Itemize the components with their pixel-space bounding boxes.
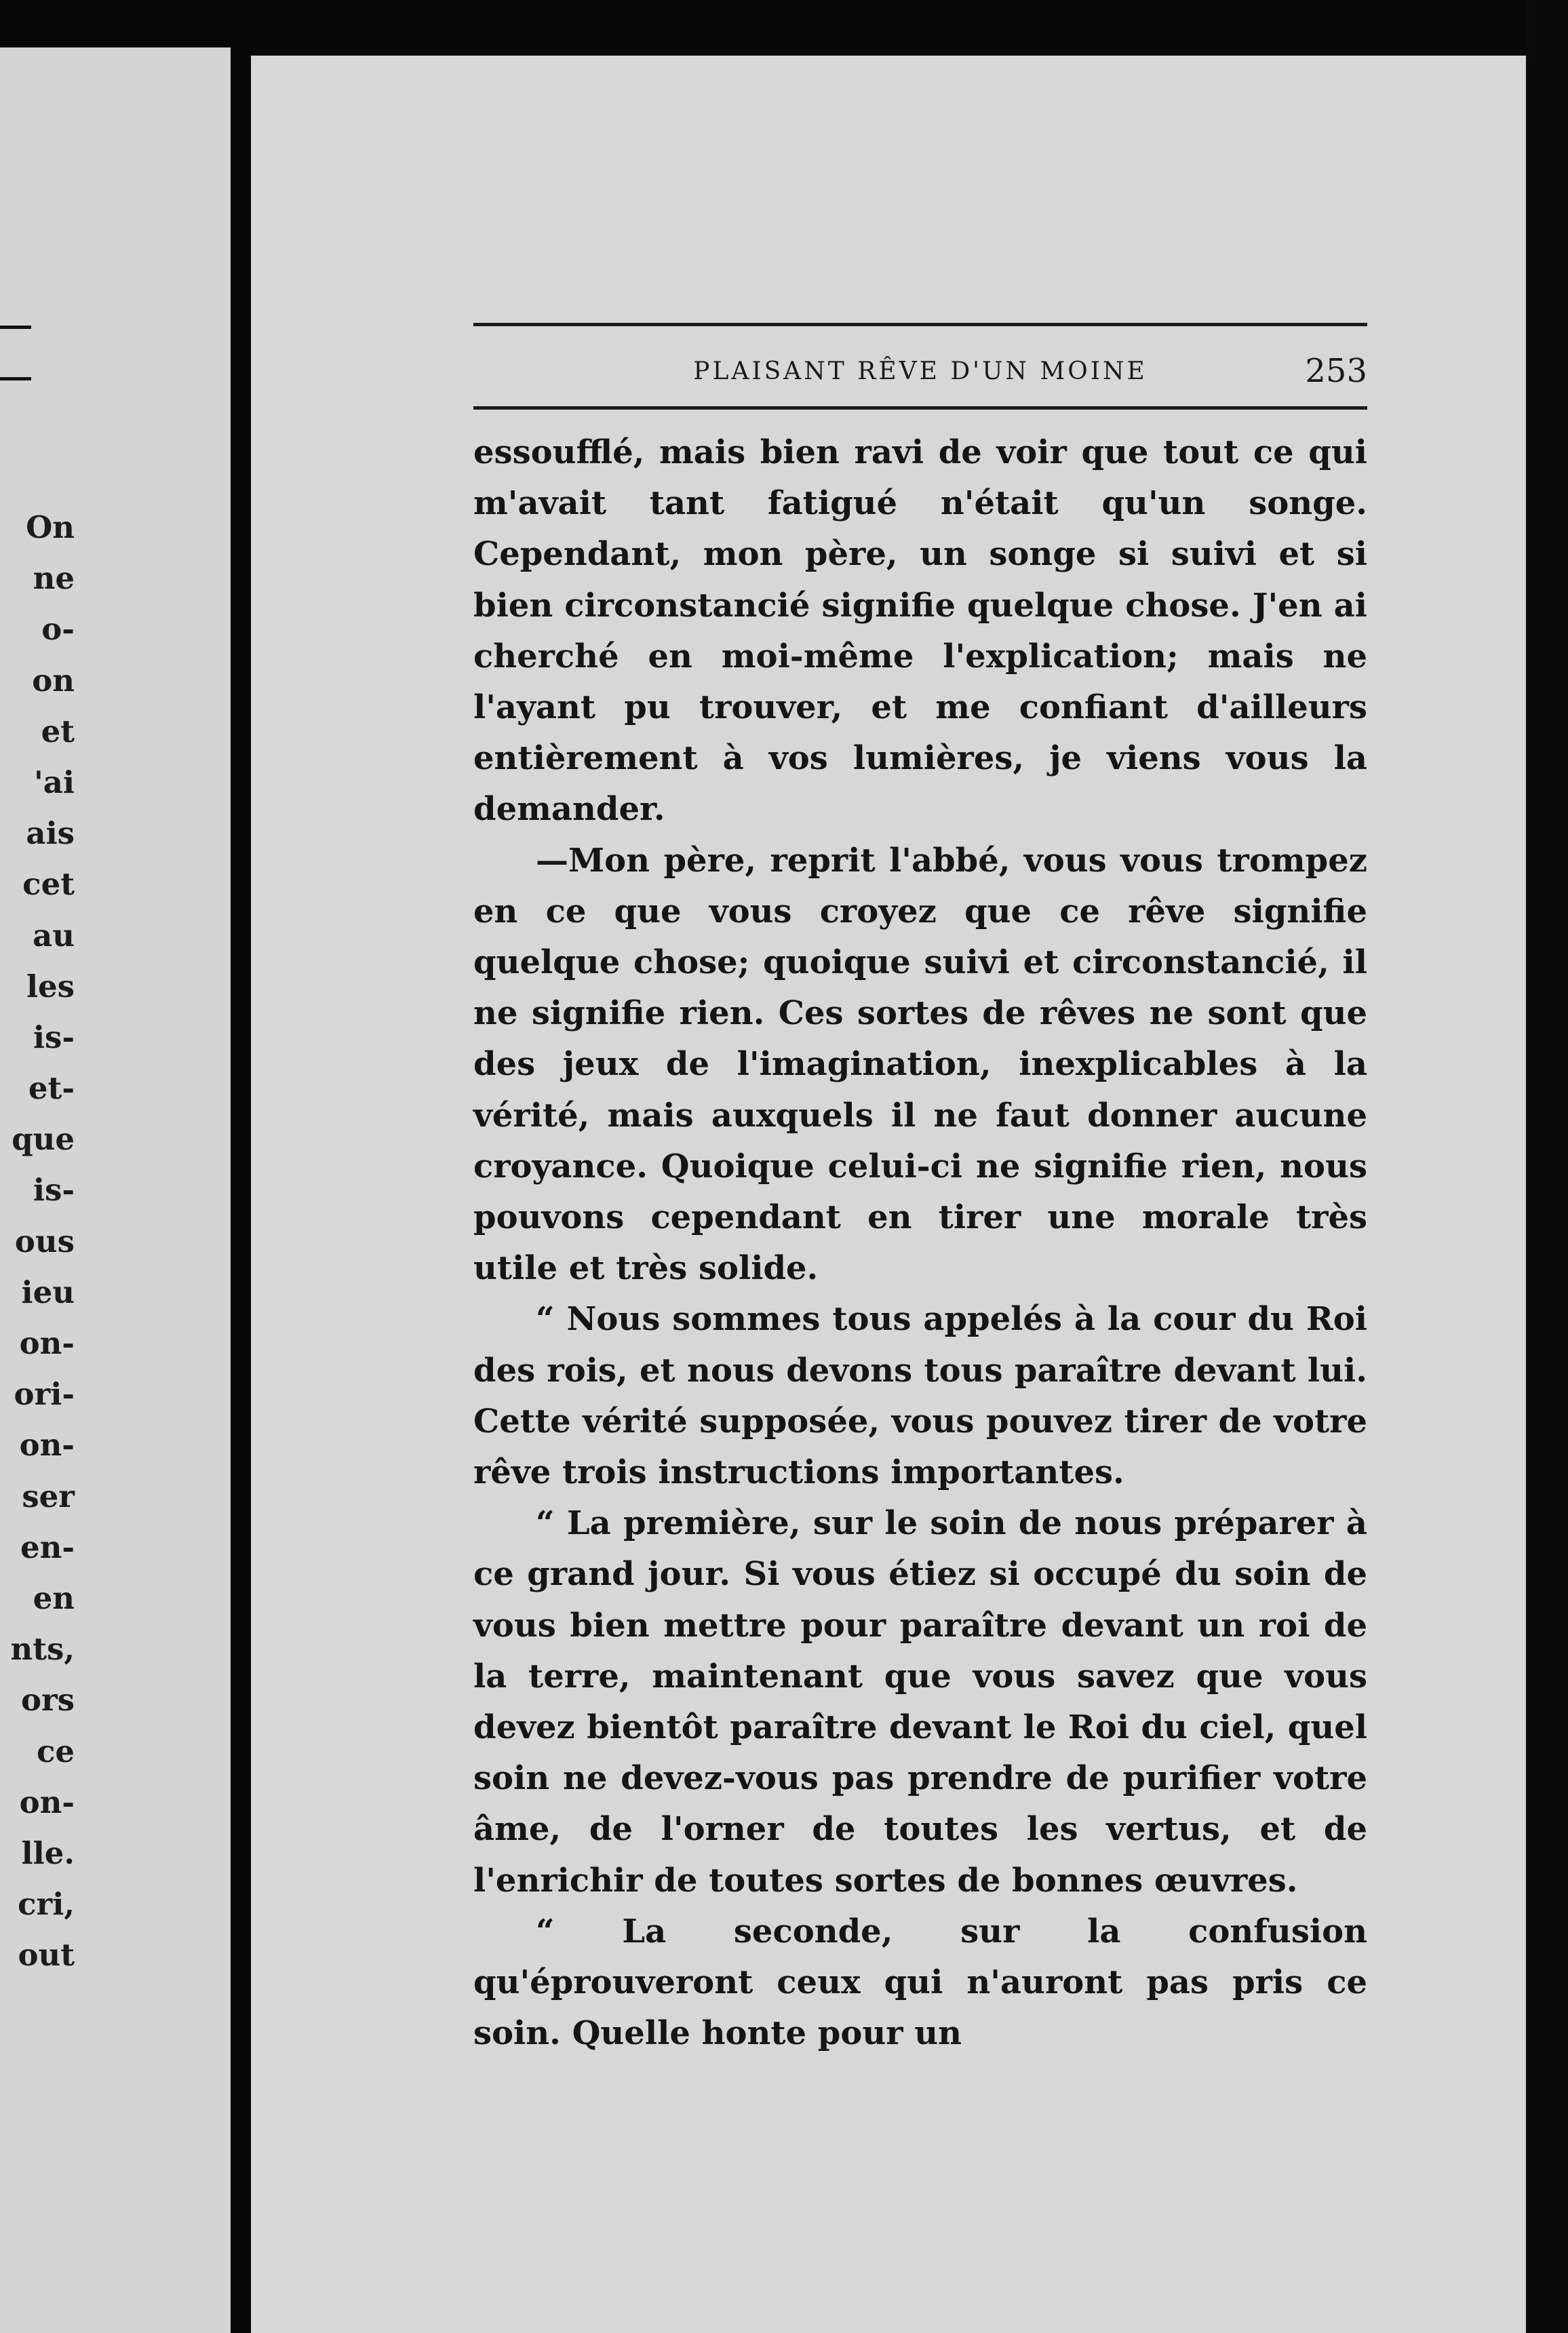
left-fragment: cri, — [18, 1886, 75, 1923]
left-fragment: 'ai — [33, 764, 75, 800]
left-fragment: out — [18, 1937, 75, 1974]
book-gutter — [231, 47, 251, 2333]
paragraph: “ Nous sommes tous appelés à la cour du Roi des rois, et nous devons tous paraître devant lui. Cette vérité supposée, vous pouvez tirer de votre rêve trois instructions importantes. — [473, 1300, 1367, 1492]
left-fragment: o- — [41, 611, 75, 648]
left-fragment: ous — [14, 1223, 75, 1259]
left-fragment: ors — [20, 1682, 75, 1719]
paragraph: “ La première, sur le soin de nous préparer à ce grand jour. Si vous étiez si occupé du soin de vous bien mettre pour paraître devant un roi de la terre, maintenant que vous savez que vous devez bientôt paraître devant le Roi du ciel, quel soin ne devez-vous pas prendre de purifier votre âme, de l'orner de toutes les vertus, et de l'enrichir de toutes sortes de bonnes œuvres. — [473, 1504, 1367, 1900]
left-page-rule-lower — [0, 377, 31, 380]
left-fragment: nts, — [10, 1631, 75, 1668]
left-fragment: ser — [22, 1478, 75, 1514]
left-page-text-fragments — [0, 502, 75, 1980]
left-fragment: en- — [20, 1529, 75, 1565]
page-number: 253 — [1305, 352, 1367, 390]
scan-right-edge — [1526, 0, 1568, 2333]
running-title: PLAISANT RÊVE D'UN MOINE — [693, 357, 1148, 385]
left-fragment: on- — [19, 1784, 75, 1820]
facing-page-left — [0, 47, 231, 2333]
left-fragment: is- — [33, 1172, 75, 1209]
left-fragment: ne — [33, 560, 75, 597]
left-fragment: que — [12, 1121, 75, 1158]
left-fragment: et- — [28, 1070, 75, 1107]
left-fragment: on- — [19, 1325, 75, 1361]
left-fragment: is- — [33, 1019, 75, 1055]
left-fragment: on- — [19, 1427, 75, 1464]
left-fragment: On — [26, 509, 75, 545]
left-fragment: cet — [22, 866, 75, 903]
running-header — [473, 352, 1367, 406]
left-page-rule-upper — [0, 326, 31, 329]
header-rule-top — [473, 323, 1367, 326]
body-text — [473, 427, 1367, 2060]
left-fragment: les — [26, 968, 75, 1004]
page-content — [473, 323, 1367, 2060]
left-fragment: au — [33, 917, 75, 954]
left-fragment: en — [33, 1580, 75, 1616]
left-fragment: ori- — [14, 1376, 75, 1413]
paragraph: “ La seconde, sur la confusion qu'éprouveront ceux qui n'auront pas pris ce soin. Quelle honte pour un — [473, 1912, 1367, 2053]
left-fragment: ais — [26, 815, 75, 852]
left-fragment: lle. — [21, 1835, 75, 1871]
paragraph: essoufflé, mais bien ravi de voir que tout ce qui m'avait tant fatigué n'était qu'un songe. Cependant, mon père, un songe si suivi et si bien circonstancié signifie quelque chose. J'en ai cherché en moi-même l'explication; mais ne l'ayant pu trouver, et me confiant d'ailleurs entièrement à vos lumières, je viens vous la demander. — [473, 433, 1367, 829]
paragraph: —Mon père, reprit l'abbé, vous vous trompez en ce que vous croyez que ce rêve signifie quelque chose; quoique suivi et circonstancié, il ne signifie rien. Ces sortes de rêves ne sont que des jeux de l'imagination, inexplicables à la vérité, mais auxquels il ne faut donner aucune croyance. Quoique celui-ci ne signifie rien, nous pouvons cependant en tirer une morale très utile et très solide. — [473, 841, 1367, 1288]
header-rule-bottom — [473, 406, 1367, 410]
left-fragment: on — [32, 662, 75, 699]
left-fragment: et — [41, 713, 75, 749]
left-fragment: ce — [36, 1733, 75, 1769]
left-fragment: ieu — [21, 1274, 75, 1310]
